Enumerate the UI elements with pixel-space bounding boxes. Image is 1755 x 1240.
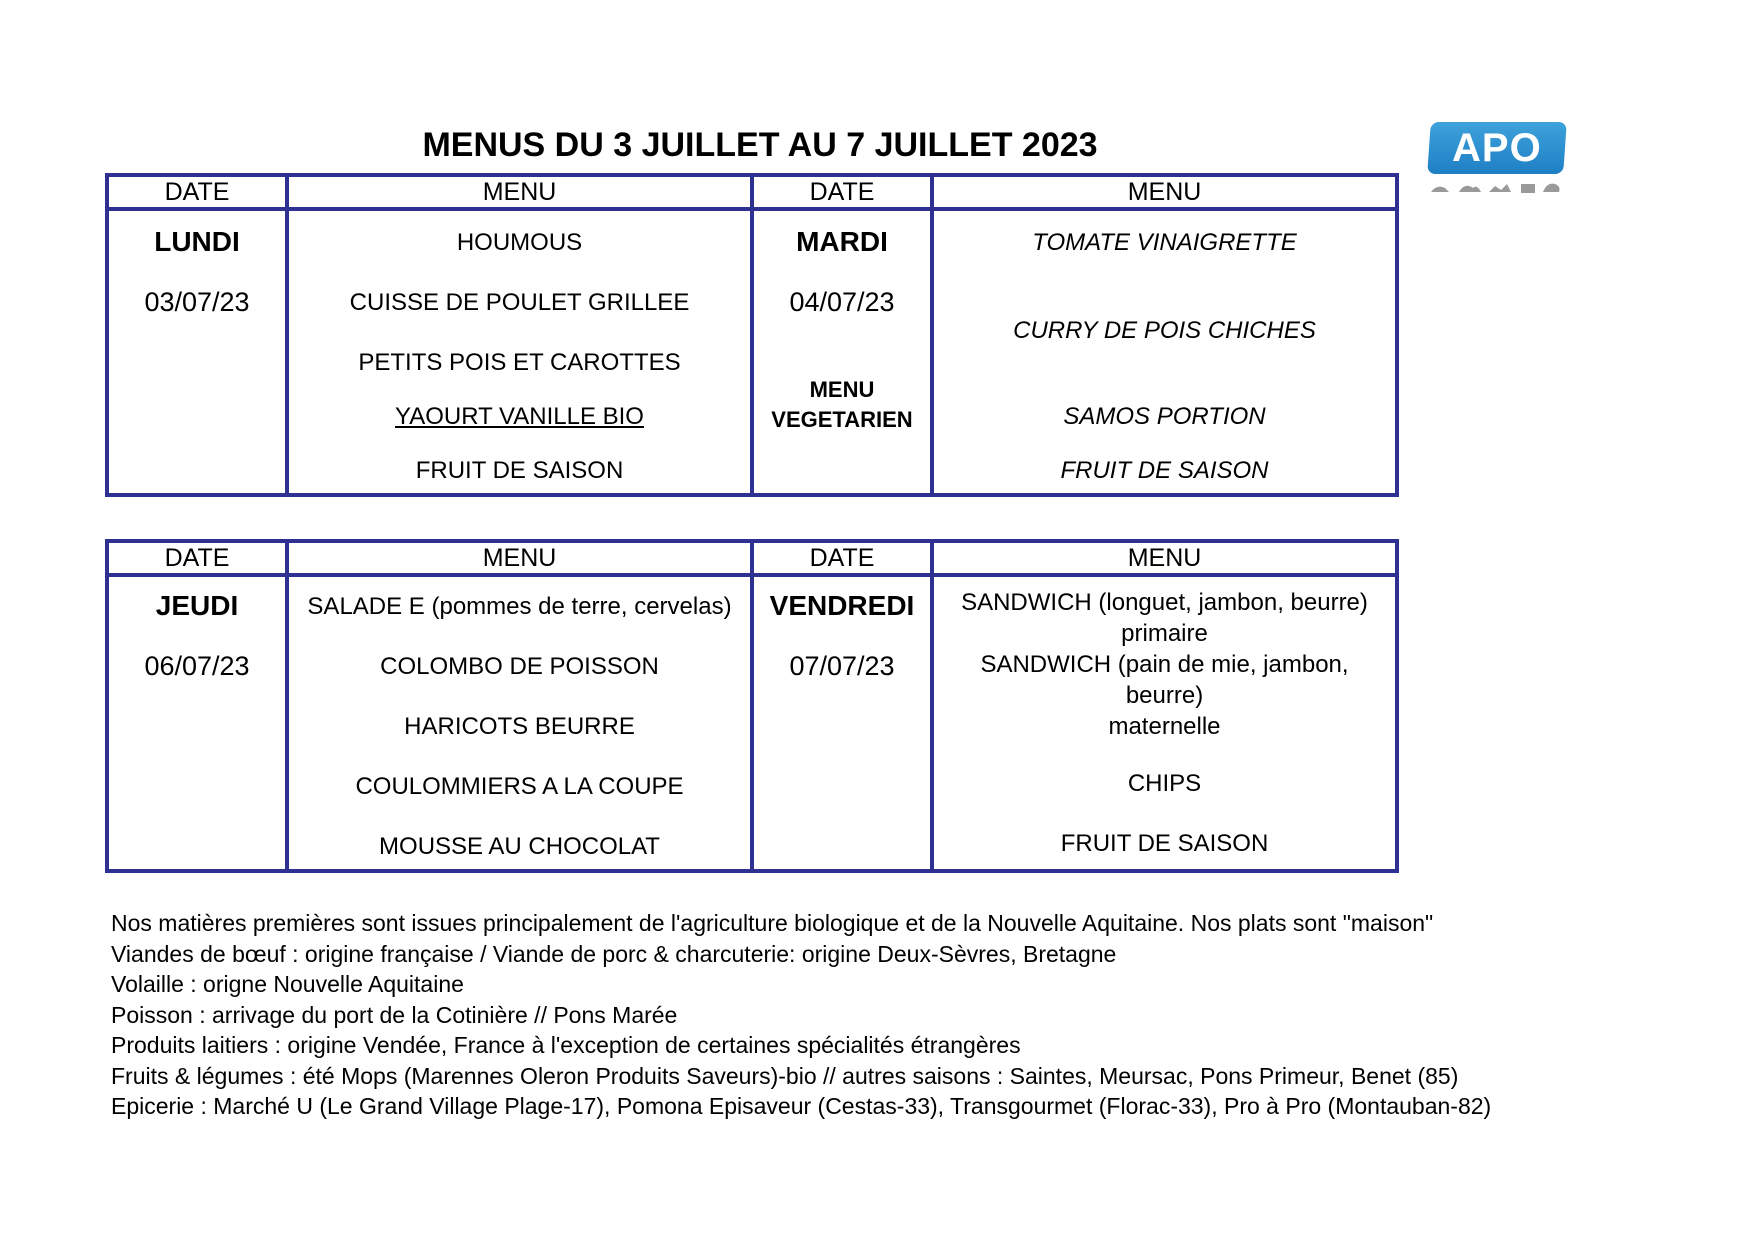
dish: YAOURT VANILLE BIO	[395, 403, 644, 430]
logo-pictograms-icon	[1429, 178, 1565, 196]
day-date: 04/07/23	[789, 287, 895, 317]
dish: FRUIT DE SAISON	[1060, 457, 1269, 484]
dish: FRUIT DE SAISON	[415, 457, 624, 484]
sourcing-notes	[111, 908, 1671, 1122]
logo-text: APO	[1452, 126, 1542, 170]
menu-cell-mardi	[932, 209, 1397, 495]
note-line: Poisson : arrivage du port de la Cotinière // Pons Marée	[111, 1001, 678, 1028]
dish: maternelle	[1108, 713, 1221, 740]
note-line: Nos matières premières sont issues principalement de l'agriculture biologique et de la Nouvelle Aquitaine. Nos plats sont "maison"	[111, 910, 1434, 936]
menu-table-week2	[105, 539, 1399, 873]
note-line: Produits laitiers : origine Vendée, France à l'exception de certaines spécialités étrangères	[111, 1032, 1021, 1058]
vegetarian-label: VEGETARIEN	[771, 407, 913, 432]
dish: FRUIT DE SAISON	[1060, 830, 1269, 857]
dish: HARICOTS BEURRE	[404, 713, 635, 740]
page-title: MENUS DU 3 JUILLET AU 7 JUILLET 2023	[422, 126, 1098, 164]
note-line: Epicerie : Marché U (Le Grand Village Plage-17), Pomona Episaveur (Cestas-33), Transgourmet (Florac-33), Pro à Pro (Montauban-82)	[111, 1093, 1492, 1119]
day-cell-lundi	[107, 209, 287, 495]
note-line: Viandes de bœuf : origine française / Viande de porc & charcuterie: origine Deux-Sèvres, Bretagne	[111, 940, 1117, 967]
header-menu: MENU	[932, 175, 1397, 209]
menu-cell-lundi	[287, 209, 752, 495]
day-name: MARDI	[796, 226, 888, 257]
dish: MOUSSE AU CHOCOLAT	[379, 833, 660, 860]
dish: CHIPS	[1127, 770, 1202, 797]
header-date: DATE	[752, 541, 932, 575]
header-menu: MENU	[932, 541, 1397, 575]
dish: COLOMBO DE POISSON	[380, 653, 659, 680]
header-date: DATE	[752, 175, 932, 209]
note-line: Fruits & légumes : été Mops (Marennes Oleron Produits Saveurs)-bio // autres saisons : Saintes, Meursac, Pons Primeur, Benet (85)	[111, 1062, 1459, 1089]
dish: TOMATE VINAIGRETTE	[1032, 229, 1297, 256]
day-name: LUNDI	[154, 226, 240, 257]
menu-cell-jeudi	[287, 575, 752, 871]
header-date: DATE	[107, 541, 287, 575]
vegetarian-label: MENU	[809, 377, 875, 402]
note-line: Volaille : origne Nouvelle Aquitaine	[111, 971, 464, 997]
logo-badge	[1427, 122, 1567, 174]
day-date: 07/07/23	[789, 651, 895, 681]
day-cell-vendredi	[752, 575, 932, 871]
header-menu: MENU	[287, 541, 752, 575]
dish: PETITS POIS ET CAROTTES	[358, 349, 681, 376]
dish: SANDWICH (pain de mie, jambon,	[980, 651, 1349, 678]
menu-table-week1	[105, 173, 1399, 497]
dish: SALADE E (pommes de terre, cervelas)	[307, 593, 732, 620]
dish: COULOMMIERS A LA COUPE	[355, 773, 684, 800]
dish: HOUMOUS	[456, 229, 583, 256]
dish: beurre)	[1125, 682, 1204, 709]
dish: CURRY DE POIS CHICHES	[1013, 317, 1316, 344]
day-date: 03/07/23	[144, 287, 250, 317]
dish: SAMOS PORTION	[1063, 403, 1266, 430]
header-menu: MENU	[287, 175, 752, 209]
day-name: VENDREDI	[769, 590, 915, 621]
apo-logo	[1427, 120, 1567, 198]
dish: SANDWICH (longuet, jambon, beurre)	[961, 589, 1368, 616]
dish: CUISSE DE POULET GRILLEE	[349, 289, 690, 316]
header-date: DATE	[107, 175, 287, 209]
day-cell-mardi	[752, 209, 932, 495]
menu-cell-vendredi	[932, 575, 1397, 871]
day-date: 06/07/23	[144, 651, 250, 681]
day-cell-jeudi	[107, 575, 287, 871]
dish: primaire	[1121, 620, 1208, 647]
day-name: JEUDI	[155, 590, 239, 621]
